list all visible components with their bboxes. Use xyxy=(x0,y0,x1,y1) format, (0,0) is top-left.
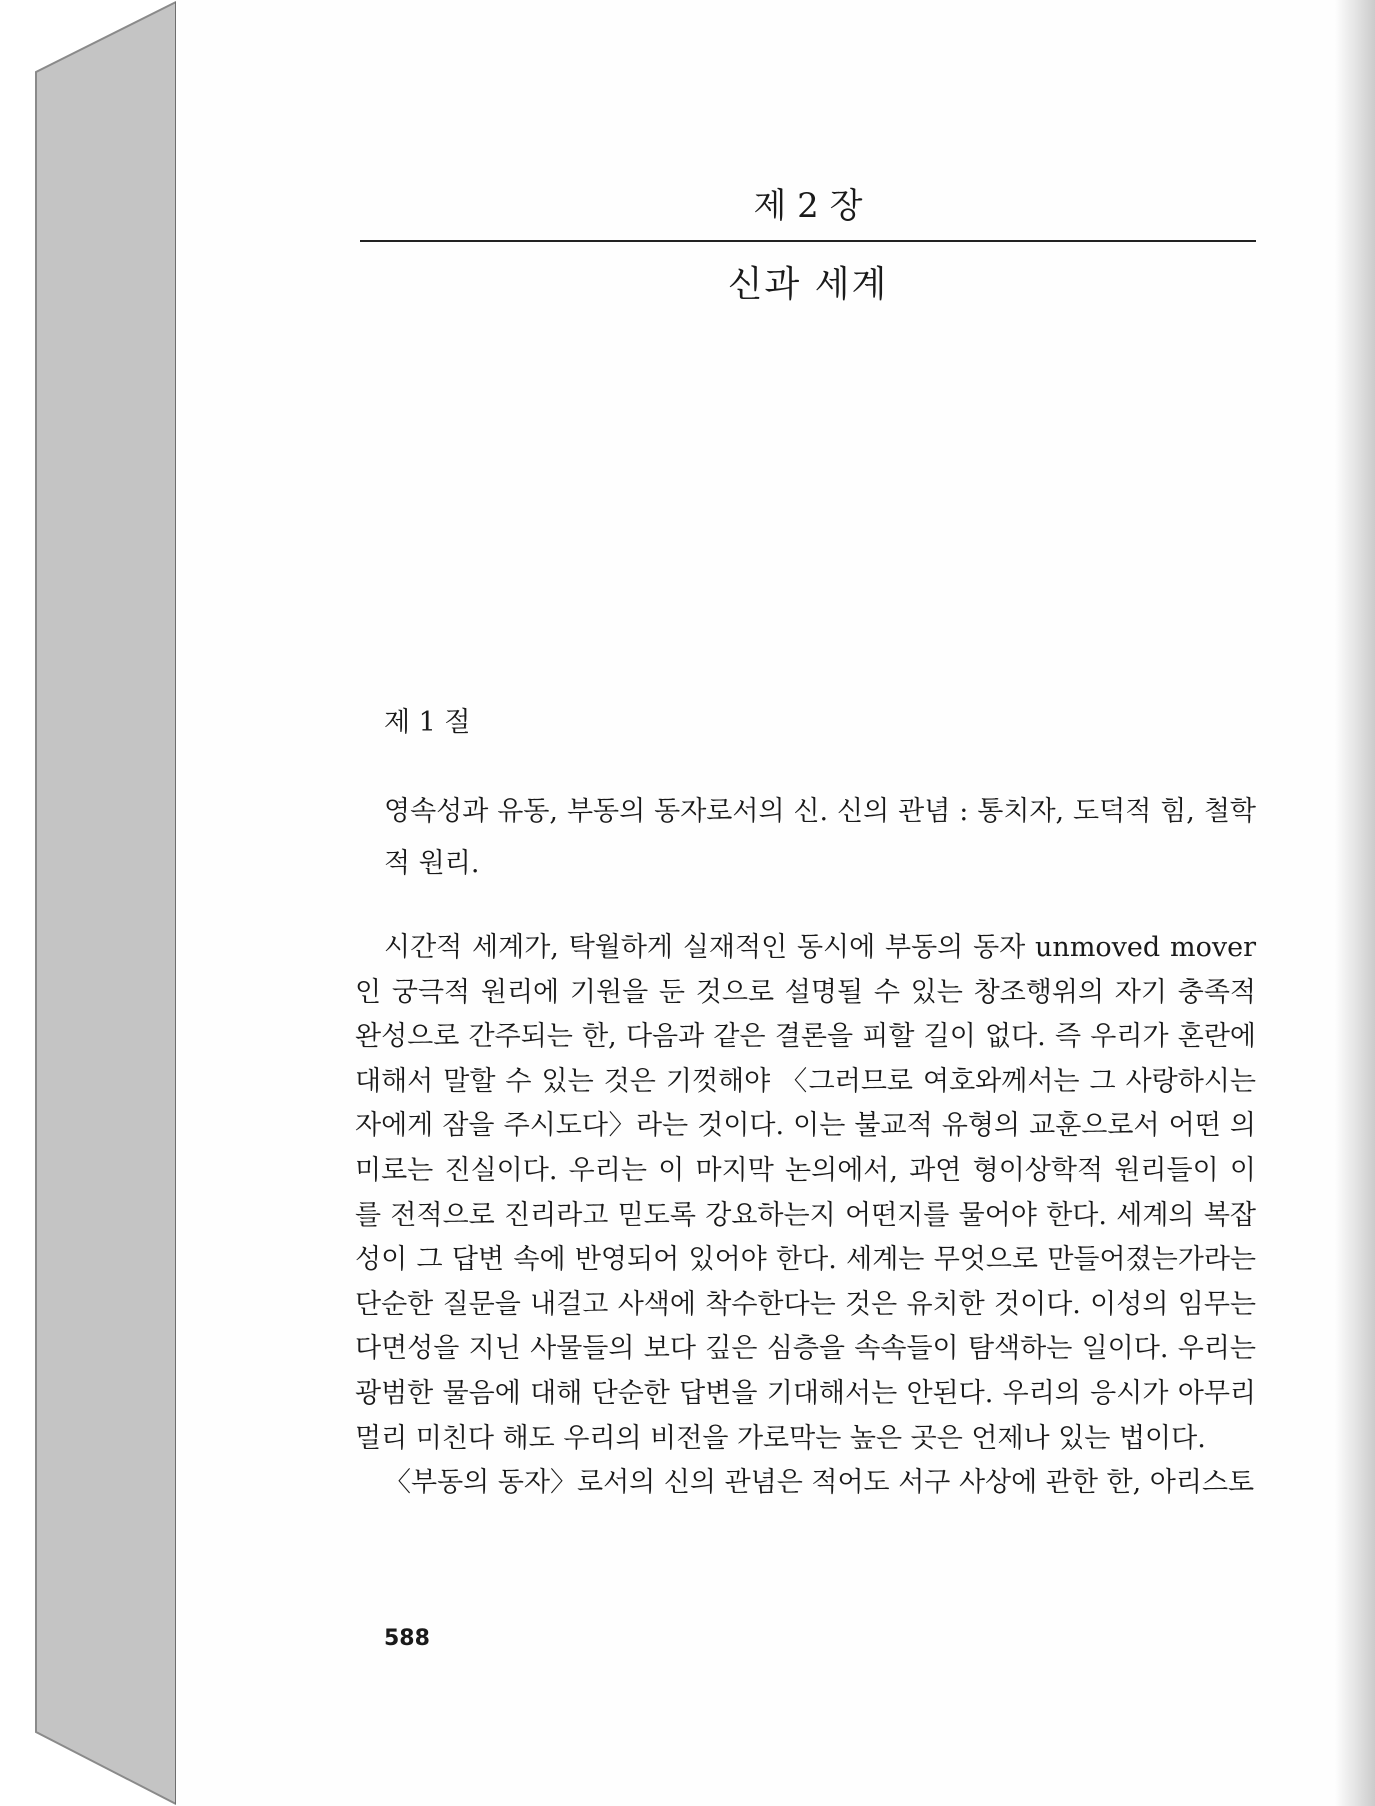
body-paragraph: 시간적 세계가, 탁월하게 실재적인 동시에 부동의 동자 unmoved mover인 궁극적 원리에 기원을 둔 것으로 설명될 수 있는 창조행위의 자기 충족적 완성으로 간주되는 한, 다음과 같은 결론을 피할 길이 없다. 즉 우리가 혼란에 대해서 말할 수 있는 것은 기껏해야 〈그러므로 여호와께서는 그 사랑하시는 자에게 잠을 주시도다〉라는 것이다. 이는 불교적 유형의 교훈으로서 어떤 의미로는 진실이다. 우리는 이 마지막 논의에서, 과연 형이상학적 원리들이 이를 전적으로 진리라고 믿도록 강요하는지 어떤지를 물어야 한다. 세계의 복잡성이 그 답변 속에 반영되어 있어야 한다. 세계는 무엇으로 만들어졌는가라는 단순한 질문을 내걸고 사색에 착수한다는 것은 유치한 것이다. 이성의 임무는 다면성을 지닌 사물들의 보다 깊은 심층을 속속들이 탐색하는 일이다. 우리는 광범한 물음에 대해 단순한 답변을 기대해서는 안된다. 우리의 응시가 아무리 멀리 미친다 해도 우리의 비전을 가로막는 높은 곳은 언제나 있는 법이다. xyxy=(355,932,1256,1454)
chapter-divider xyxy=(360,240,1256,242)
chapter-number: 제 2 장 xyxy=(753,186,863,226)
section-number: 제 1 절 xyxy=(384,707,471,738)
section-summary: 영속성과 유동, 부동의 동자로서의 신. 신의 관념 : 통치자, 도덕적 힘, 철학적 원리. xyxy=(384,796,1256,879)
page-number: 588 xyxy=(384,1626,430,1651)
body-text xyxy=(355,926,1256,1506)
chapter-title: 신과 세계 xyxy=(727,264,889,305)
page-edge-shadow xyxy=(1335,0,1375,1806)
body-paragraph: 〈부동의 동자〉로서의 신의 관념은 적어도 서구 사상에 관한 한, 아리스토 xyxy=(384,1467,1255,1499)
